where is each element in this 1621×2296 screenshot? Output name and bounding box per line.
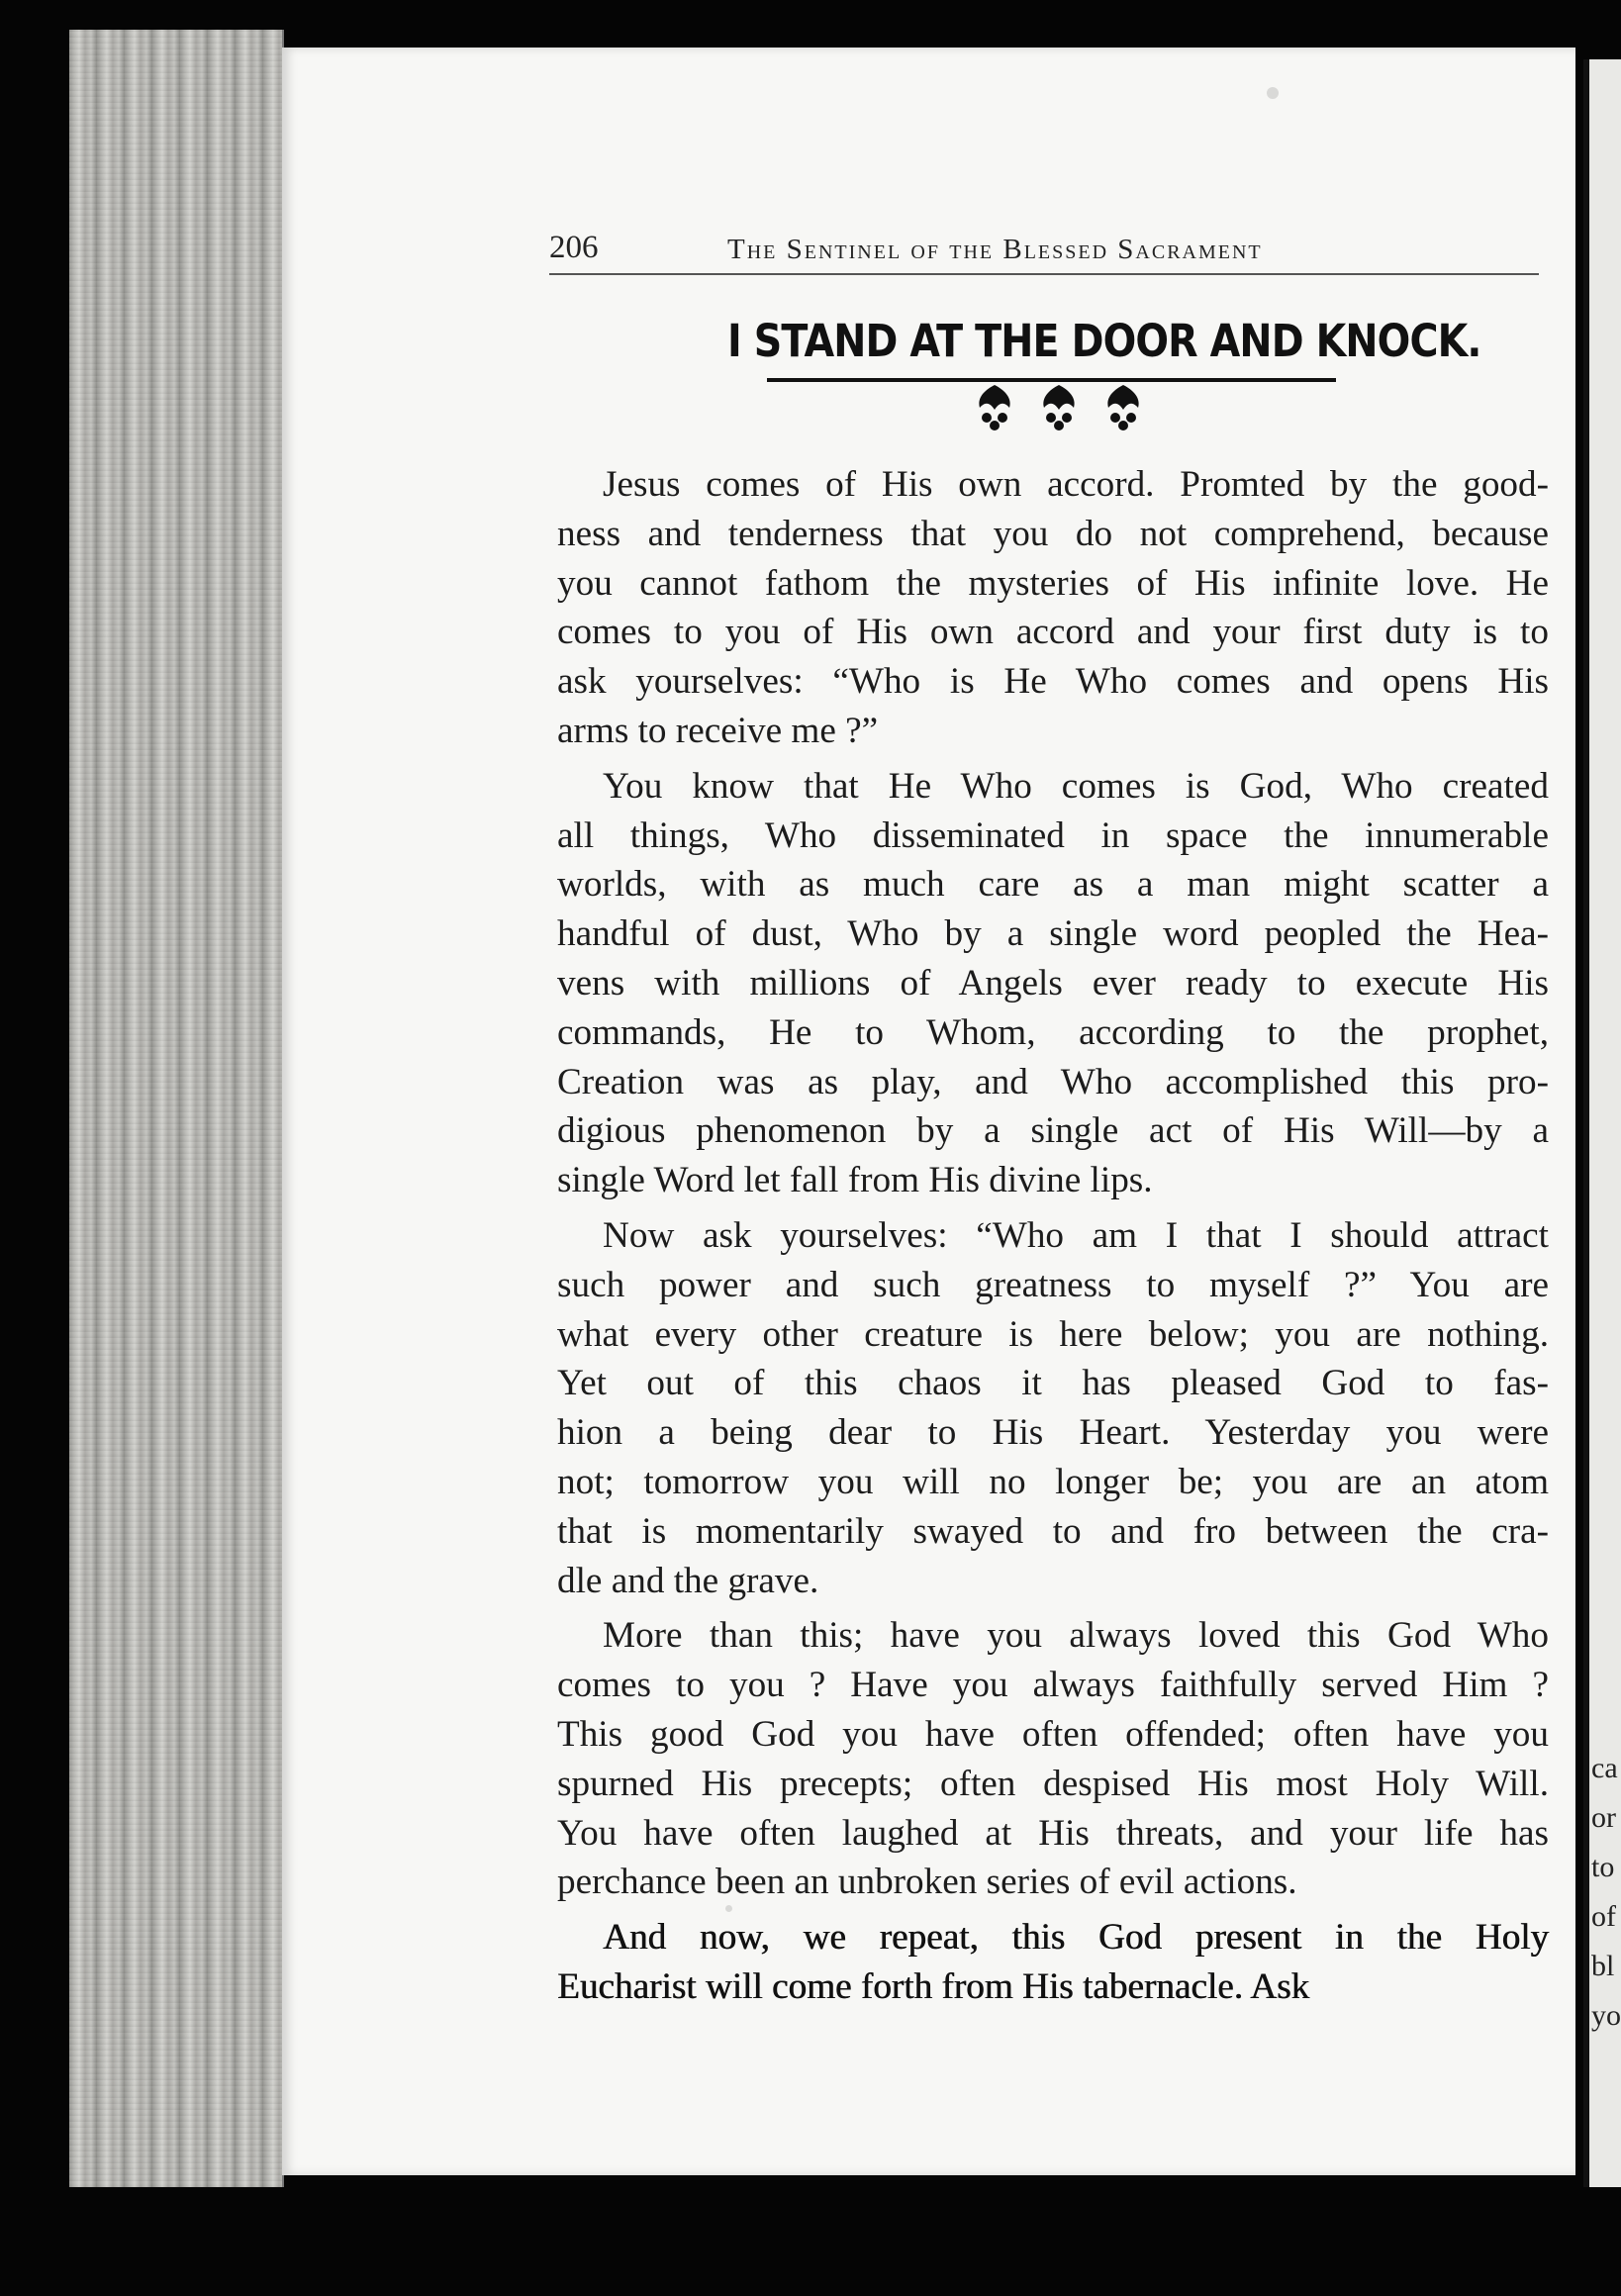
page-number: 206 xyxy=(549,230,599,265)
fleuron-icon xyxy=(1043,385,1074,430)
text-line: hion a being dear to His Heart. Yesterday you were xyxy=(557,1412,1549,1454)
text-line: ask yourselves: “Who is He Who comes and opens His xyxy=(557,661,1549,703)
fleuron-icon xyxy=(979,385,1009,430)
text-line: commands, He to Whom, according to the prophet, xyxy=(557,1011,1549,1053)
paragraph xyxy=(557,1211,1549,1605)
next-page-fragment: bl xyxy=(1591,1950,1615,1982)
text-line: not; tomorrow you will no longer be; you are an atom xyxy=(557,1461,1549,1502)
next-page-fragment: yo xyxy=(1591,1999,1621,2032)
article-body xyxy=(557,460,1549,2018)
text-line: spurned His precepts; often despised His most Holy Will. xyxy=(557,1763,1549,1804)
text-line: You know that He Who comes is God, Who created xyxy=(603,765,1549,807)
text-line: More than this; have you always loved this God Who xyxy=(603,1615,1549,1657)
text-line: single Word let fall from His divine lips. xyxy=(557,1160,1153,1201)
running-title: The Sentinel of the Blessed Sacrament xyxy=(727,234,1263,265)
running-header xyxy=(549,228,1539,275)
next-page-fragment: of xyxy=(1591,1900,1616,1933)
text-line: perchance been an unbroken series of evil actions. xyxy=(557,1862,1297,1903)
text-line: what every other creature is here below; you are nothing. xyxy=(557,1313,1549,1355)
paragraph xyxy=(557,460,1549,756)
text-line: This good God you have often offended; often have you xyxy=(557,1713,1549,1755)
text-line: all things, Who disseminated in space the innumerable xyxy=(557,814,1549,856)
fleuron-ornaments xyxy=(965,380,1153,439)
text-line: arms to receive me ?” xyxy=(557,710,879,751)
text-line: you cannot fathom the mysteries of His infinite love. He xyxy=(557,562,1549,604)
fleuron-icon xyxy=(1107,385,1138,430)
paragraph xyxy=(557,1913,1549,2012)
text-line: And now, we repeat, this God present in the Holy xyxy=(603,1917,1549,1959)
text-line: You have often laughed at His threats, and your life has xyxy=(557,1812,1549,1854)
text-line: such power and such greatness to myself ?” You are xyxy=(557,1264,1549,1305)
text-line: digious phenomenon by a single act of His Will—by a xyxy=(557,1110,1549,1152)
text-line: that is momentarily swayed to and fro between the cra- xyxy=(557,1510,1549,1552)
page-speck xyxy=(1267,87,1279,99)
text-line: Creation was as play, and Who accomplished this pro- xyxy=(557,1061,1549,1102)
text-line: worlds, with as much care as a man might scatter a xyxy=(557,864,1549,906)
paragraph xyxy=(557,1611,1549,1907)
text-line: comes to you ? Have you always faithfully served Him ? xyxy=(557,1665,1549,1706)
text-line: vens with millions of Angels ever ready to execute His xyxy=(557,962,1549,1004)
text-line: dle and the grave. xyxy=(557,1560,819,1601)
page-edges xyxy=(69,30,284,2187)
next-page-edge xyxy=(1583,59,1621,2187)
paragraph xyxy=(557,762,1549,1205)
text-line: Now ask yourselves: “Who am I that I should attract xyxy=(603,1214,1549,1256)
next-page-fragment: or xyxy=(1591,1801,1616,1834)
text-line: handful of dust, Who by a single word peopled the Hea- xyxy=(557,913,1549,955)
text-line: comes to you of His own accord and your first duty is to xyxy=(557,612,1549,653)
text-line: Yet out of this chaos it has pleased God to fas- xyxy=(557,1363,1549,1404)
text-line: ness and tenderness that you do not comprehend, because xyxy=(557,513,1549,554)
next-page-fragment: to xyxy=(1591,1851,1615,1883)
text-line: Eucharist will come forth from His tabernacle. Ask xyxy=(557,1965,1310,2007)
next-page-fragment: ca xyxy=(1591,1752,1618,1784)
text-line: Jesus comes of His own accord. Promted by the good- xyxy=(603,464,1549,505)
page-speck xyxy=(725,1905,732,1912)
article-title: I STAND AT THE DOOR AND KNOCK. xyxy=(727,315,1481,367)
